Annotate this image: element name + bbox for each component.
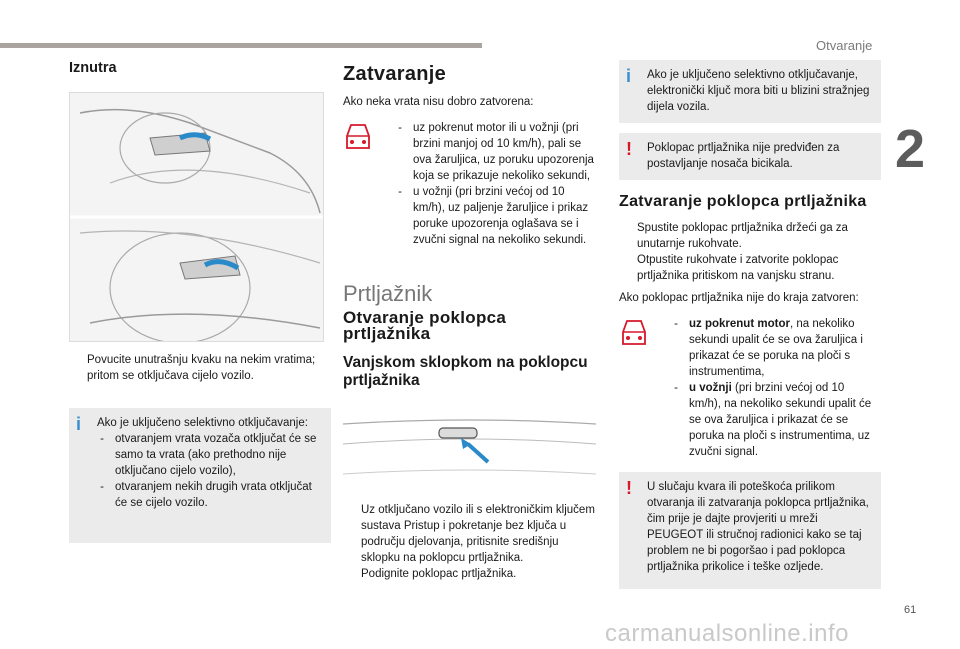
warning-item-text: u vožnji (pri brzini većoj od 10 km/h), uz paljenje žaruljice i prikaz poruke upozorenja oglašava se i zvučni signal na nekoliko sekundi. xyxy=(413,186,589,246)
info-box-selective-unlock xyxy=(69,408,331,543)
door-handle-drawing xyxy=(70,93,323,341)
warning-item xyxy=(395,184,598,248)
dash-marker: - xyxy=(100,433,104,445)
column-right xyxy=(619,60,874,589)
info-box-key-proximity xyxy=(619,60,881,123)
bullet-marker xyxy=(619,252,631,284)
instruction-bullet xyxy=(69,352,324,384)
door-warning-block xyxy=(343,120,598,248)
boot-switch-drawing xyxy=(343,404,596,494)
instruction-text: Podignite poklopac prtljažnika. xyxy=(361,568,517,580)
boot-warning-block xyxy=(619,316,874,460)
info-item-text: otvaranjem nekih drugih vrata otključat će se cijelo vozilo. xyxy=(115,481,312,509)
section-header: Otvaranje xyxy=(816,38,873,53)
column-middle xyxy=(343,60,598,582)
instruction-text: Otpustite rukohvate i zatvorite poklopac prtljažnika pritiskom na vanjsku stranu. xyxy=(637,254,839,282)
dash-marker: - xyxy=(100,481,104,493)
warning-item-text: (pri brzini većoj od 10 km/h), na nekoliko sekundi upalit će se ova žaruljica i prikazat će se poruka na ploči s instrumentima, uz zvučni signal. xyxy=(689,382,872,458)
instruction-bullet xyxy=(619,252,874,284)
info-item xyxy=(97,479,323,511)
heading-open-boot: Otvaranje poklopca prtljažnika xyxy=(343,308,507,343)
instruction-text: Uz otključano vozilo ili s elektroničkim ključem sustava Pristup i pokretanje bez ključa u području djelovanja, pritisnite središnju sklopku na poklopcu prtljažnika. xyxy=(361,504,595,564)
warning-box-bike-rack xyxy=(619,133,881,180)
dash-marker: - xyxy=(674,318,678,330)
warning-item-bold: uz pokrenut motor xyxy=(689,318,790,330)
dash-marker: - xyxy=(674,382,678,394)
open-boot-warning-icon xyxy=(619,316,665,460)
heading-iznutra: Iznutra xyxy=(69,60,117,76)
column-left xyxy=(69,60,324,543)
warning-text: U slučaju kvara ili poteškoća prilikom otvaranja ili zatvaranja poklopca prtljažnika, čim prije je dajte provjeriti u mreži PEUGEOT ili stručnoj radionici kako se taj problem ne bi pogoršao i pad poklopca prtljažnika prikolice i teške ozljede. xyxy=(647,481,869,573)
warning-item-text: , na nekoliko sekundi upalit će se ova žaruljica i prikazat će se poruka na ploči s instrumentima, xyxy=(689,318,863,378)
instruction-bullet xyxy=(343,566,598,582)
warning-item xyxy=(395,120,598,184)
warning-text: Poklopac prtljažnika nije predviđen za postavljanje nosača bicikala. xyxy=(647,142,840,170)
heading-outside-switch: Vanjskom sklopkom na poklopcu prtljažnika xyxy=(343,354,588,389)
info-text: Ako je uključeno selektivno otključavanje, elektronički ključ mora biti u blizini stražnjeg dijela vozila. xyxy=(647,69,870,113)
watermark: carmanualsonline.info xyxy=(605,620,849,647)
instruction-text: Spustite poklopac prtljažnika držeći ga za unutarnje rukohvate. xyxy=(637,222,848,250)
instruction-text: Povucite unutrašnju kvaku na nekim vratima; pritom se otključava cijelo vozilo. xyxy=(87,354,316,382)
dash-marker: - xyxy=(398,122,402,134)
bullet-marker xyxy=(619,220,631,252)
instruction-bullet xyxy=(343,502,598,566)
open-door-warning-icon xyxy=(343,120,389,248)
chapter-number: 2 xyxy=(895,119,926,179)
info-icon: i xyxy=(626,66,632,86)
warning-icon: ! xyxy=(626,478,632,498)
boot-switch-illustration xyxy=(343,404,596,494)
dash-marker: - xyxy=(398,186,402,198)
warning-item-bold: u vožnji xyxy=(689,382,732,394)
warning-item-text: uz pokrenut motor ili u vožnji (pri brzini manjoj od 10 km/h), pali se ova žaruljica, uz poruku upozorenja koja se prikazuje nekoliko sekundi, xyxy=(413,122,594,182)
door-handle-illustration xyxy=(69,92,324,342)
warning-item xyxy=(671,316,874,380)
bullet-marker xyxy=(343,502,355,566)
close-intro: Ako poklopac prtljažnika nije do kraja zatvoren: xyxy=(619,292,859,304)
section-prtljaznik: Prtljažnik xyxy=(343,281,433,306)
info-item-text: otvaranjem vrata vozača otključat će se samo ta vrata (ako prethodno nije otključano cijelo vozilo), xyxy=(115,433,317,477)
info-intro: Ako je uključeno selektivno otključavanje: xyxy=(97,417,308,429)
bullet-marker xyxy=(69,352,81,384)
info-item xyxy=(97,431,323,479)
warning-icon: ! xyxy=(626,139,632,159)
heading-zatvaranje: Zatvaranje xyxy=(343,63,447,85)
zatvaranje-intro: Ako neka vrata nisu dobro zatvorena: xyxy=(343,96,534,108)
info-icon: i xyxy=(76,414,82,434)
heading-close-boot: Zatvaranje poklopca prtljažnika xyxy=(619,193,867,210)
header-rule xyxy=(0,43,482,48)
bullet-marker xyxy=(343,566,355,582)
warning-box-malfunction xyxy=(619,472,881,589)
warning-item xyxy=(671,380,874,460)
page-number: 61 xyxy=(904,604,917,616)
instruction-bullet xyxy=(619,220,874,252)
